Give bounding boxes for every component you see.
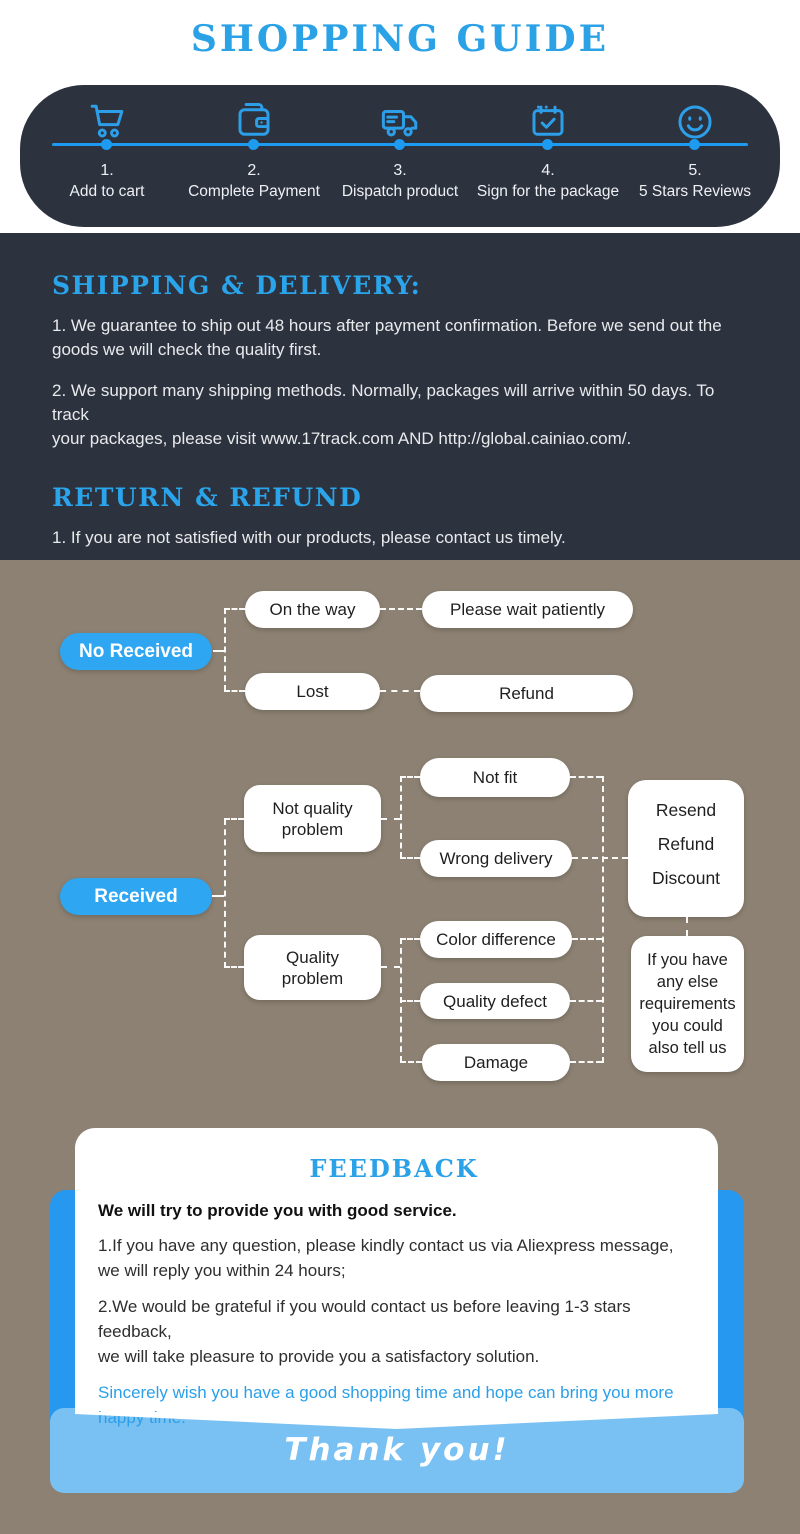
flow-outcome-discount: Discount xyxy=(651,868,721,888)
process-banner xyxy=(20,85,780,227)
shipping-item xyxy=(52,379,750,451)
flow-damage-pill: Damage xyxy=(422,1044,570,1081)
connector-line xyxy=(570,776,602,778)
feedback-item xyxy=(98,1294,690,1369)
connector-line xyxy=(224,818,244,820)
feedback-item-line: 2.We would be grateful if you would contact us before leaving 1-3 stars feedback, xyxy=(98,1297,631,1341)
step-number: 4. xyxy=(541,162,555,179)
connector-line xyxy=(602,776,604,1063)
feedback-item-line: 1.If you have any question, please kindly contact us via Aliexpress message, xyxy=(98,1236,674,1255)
flow-wrong-delivery-pill: Wrong delivery xyxy=(420,840,572,877)
wallet-icon xyxy=(169,99,339,145)
shipping-info-section xyxy=(0,233,800,560)
connector-line xyxy=(570,1061,602,1063)
feedback-heading: FEEDBACK xyxy=(309,1154,479,1183)
flow-quality-defect-pill: Quality defect xyxy=(420,983,570,1019)
connector-line xyxy=(400,776,420,778)
step-label: 5 Stars Reviews xyxy=(639,183,751,200)
feedback-item xyxy=(98,1233,690,1283)
flow-refund-pill: Refund xyxy=(420,675,633,712)
flow-please-wait-pill: Please wait patiently xyxy=(422,591,633,628)
flow-not-quality-problem-box: Not quality problem xyxy=(244,785,381,852)
step-add-to-cart xyxy=(22,99,192,202)
connector-line xyxy=(572,857,628,859)
connector-line xyxy=(380,690,420,692)
feedback-intro: We will try to provide you with good service. xyxy=(98,1201,457,1220)
flow-outcome-box xyxy=(628,780,744,917)
returns-item-line: 1. If you are not satisfied with our products, please contact us timely. xyxy=(52,528,566,547)
step-number: 3. xyxy=(393,162,407,179)
connector-line xyxy=(686,917,688,936)
step-label: Dispatch product xyxy=(341,183,459,200)
page-title: SHOPPING GUIDE xyxy=(190,18,610,60)
connector-line xyxy=(381,966,400,968)
truck-icon xyxy=(315,99,485,145)
connector-line xyxy=(380,608,422,610)
step-label: Complete Payment xyxy=(188,183,320,200)
flow-on-the-way-pill: On the way xyxy=(245,591,380,628)
smiley-icon xyxy=(610,99,780,145)
connector-line xyxy=(224,608,245,610)
returns-item xyxy=(52,526,750,550)
flow-color-difference-pill: Color difference xyxy=(420,921,572,958)
returns-heading: RETURN & REFUND xyxy=(52,483,363,512)
feedback-closing-line: happy time. xyxy=(98,1408,186,1427)
connector-line xyxy=(572,938,602,940)
connector-line xyxy=(570,1000,602,1002)
connector-line xyxy=(400,1000,420,1002)
flow-lost-pill: Lost xyxy=(245,673,380,710)
connector-line xyxy=(400,1061,422,1063)
feedback-card xyxy=(75,1128,718,1427)
shipping-item-line: your packages, please visit www.17track.com AND http://global.cainiao.com/. xyxy=(52,429,632,448)
connector-line xyxy=(224,690,245,692)
shipping-heading: SHIPPING & DELIVERY: xyxy=(52,271,422,300)
connector-line xyxy=(224,608,226,691)
connector-line xyxy=(400,857,420,859)
connector-line xyxy=(224,819,226,968)
flow-no-received-pill: No Received xyxy=(60,633,212,670)
step-sign-for-package xyxy=(463,99,633,202)
step-dispatch-product xyxy=(315,99,485,202)
step-number: 5. xyxy=(688,162,702,179)
connector-line xyxy=(400,938,420,940)
flow-note-box: If you have any else requirements you could also tell us xyxy=(631,936,744,1072)
feedback-item-line: we will reply you within 24 hours; xyxy=(98,1261,346,1280)
flow-outcome-refund: Refund xyxy=(657,834,715,854)
thank-you-text: Thank you! xyxy=(284,1432,510,1468)
connector-line xyxy=(381,818,400,820)
feedback-item-line: we will take pleasure to provide you a satisfactory solution. xyxy=(98,1347,540,1366)
step-number: 1. xyxy=(100,162,114,179)
connector-line xyxy=(212,895,224,897)
flow-outcome-resend: Resend xyxy=(655,800,717,820)
shipping-item-line: 1. We guarantee to ship out 48 hours after payment confirmation. Before we send out the xyxy=(52,316,722,335)
connector-line xyxy=(213,650,224,652)
step-label: Sign for the package xyxy=(476,183,620,200)
shipping-item-line: 2. We support many shipping methods. Normally, packages will arrive within 50 days. To track xyxy=(52,381,715,424)
flow-not-fit-pill: Not fit xyxy=(420,758,570,797)
connector-line xyxy=(400,776,402,858)
feedback-closing-line: Sincerely wish you have a good shopping time and hope can bring you more xyxy=(98,1383,674,1402)
step-five-stars xyxy=(610,99,780,202)
connector-line xyxy=(224,966,244,968)
flow-received-pill: Received xyxy=(60,878,212,915)
cart-icon xyxy=(22,99,192,145)
step-complete-payment xyxy=(169,99,339,202)
step-number: 2. xyxy=(247,162,261,179)
shipping-item xyxy=(52,314,750,362)
flow-quality-problem-box: Quality problem xyxy=(244,935,381,1000)
shipping-item-line: goods we will check the quality first. xyxy=(52,340,322,359)
step-label: Add to cart xyxy=(69,183,145,200)
calendar-check-icon xyxy=(463,99,633,145)
